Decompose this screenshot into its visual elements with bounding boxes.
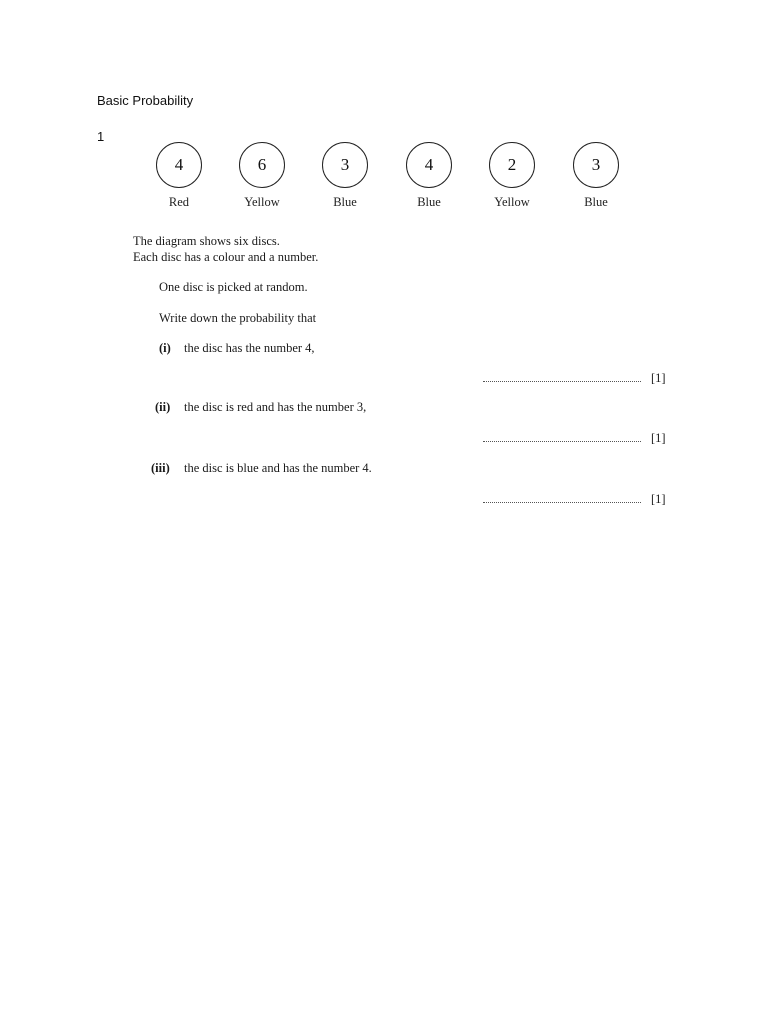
instruction-picked: One disc is picked at random. — [159, 280, 308, 294]
intro-line-1: The diagram shows six discs. — [133, 234, 280, 248]
disc-4 — [406, 142, 452, 188]
disc-4-number: 4 — [424, 155, 434, 174]
part-i-marks: [1] — [651, 371, 666, 385]
part-ii-label: (ii) — [155, 400, 171, 414]
disc-3-number: 3 — [340, 155, 350, 174]
disc-2-colour: Yellow — [244, 195, 280, 209]
disc-5-number: 2 — [507, 155, 517, 174]
disc-6-colour: Blue — [584, 195, 608, 209]
part-iii-marks: [1] — [651, 492, 666, 506]
part-ii-answer-line[interactable] — [483, 441, 641, 442]
page-title: Basic Probability — [97, 93, 194, 108]
disc-6-number: 3 — [591, 155, 601, 174]
part-ii-marks: [1] — [651, 431, 666, 445]
disc-2 — [239, 142, 285, 188]
disc-1 — [156, 142, 202, 188]
disc-4-colour: Blue — [417, 195, 441, 209]
disc-3 — [322, 142, 368, 188]
part-ii-text: the disc is red and has the number 3, — [184, 400, 367, 414]
intro-line-2: Each disc has a colour and a number. — [133, 250, 319, 264]
part-i-label: (i) — [159, 341, 171, 355]
part-iii-answer-line[interactable] — [483, 502, 641, 503]
part-i-answer-line[interactable] — [483, 381, 641, 382]
disc-2-number: 6 — [257, 155, 267, 174]
part-i-text: the disc has the number 4, — [184, 341, 315, 355]
question-number: 1 — [97, 129, 105, 144]
disc-3-colour: Blue — [333, 195, 357, 209]
disc-1-colour: Red — [168, 195, 190, 209]
disc-1-number: 4 — [174, 155, 184, 174]
disc-6 — [573, 142, 619, 188]
part-iii-text: the disc is blue and has the number 4. — [184, 461, 372, 475]
disc-5 — [489, 142, 535, 188]
instruction-write: Write down the probability that — [159, 311, 317, 325]
part-iii-label: (iii) — [151, 461, 170, 475]
disc-5-colour: Yellow — [494, 195, 530, 209]
